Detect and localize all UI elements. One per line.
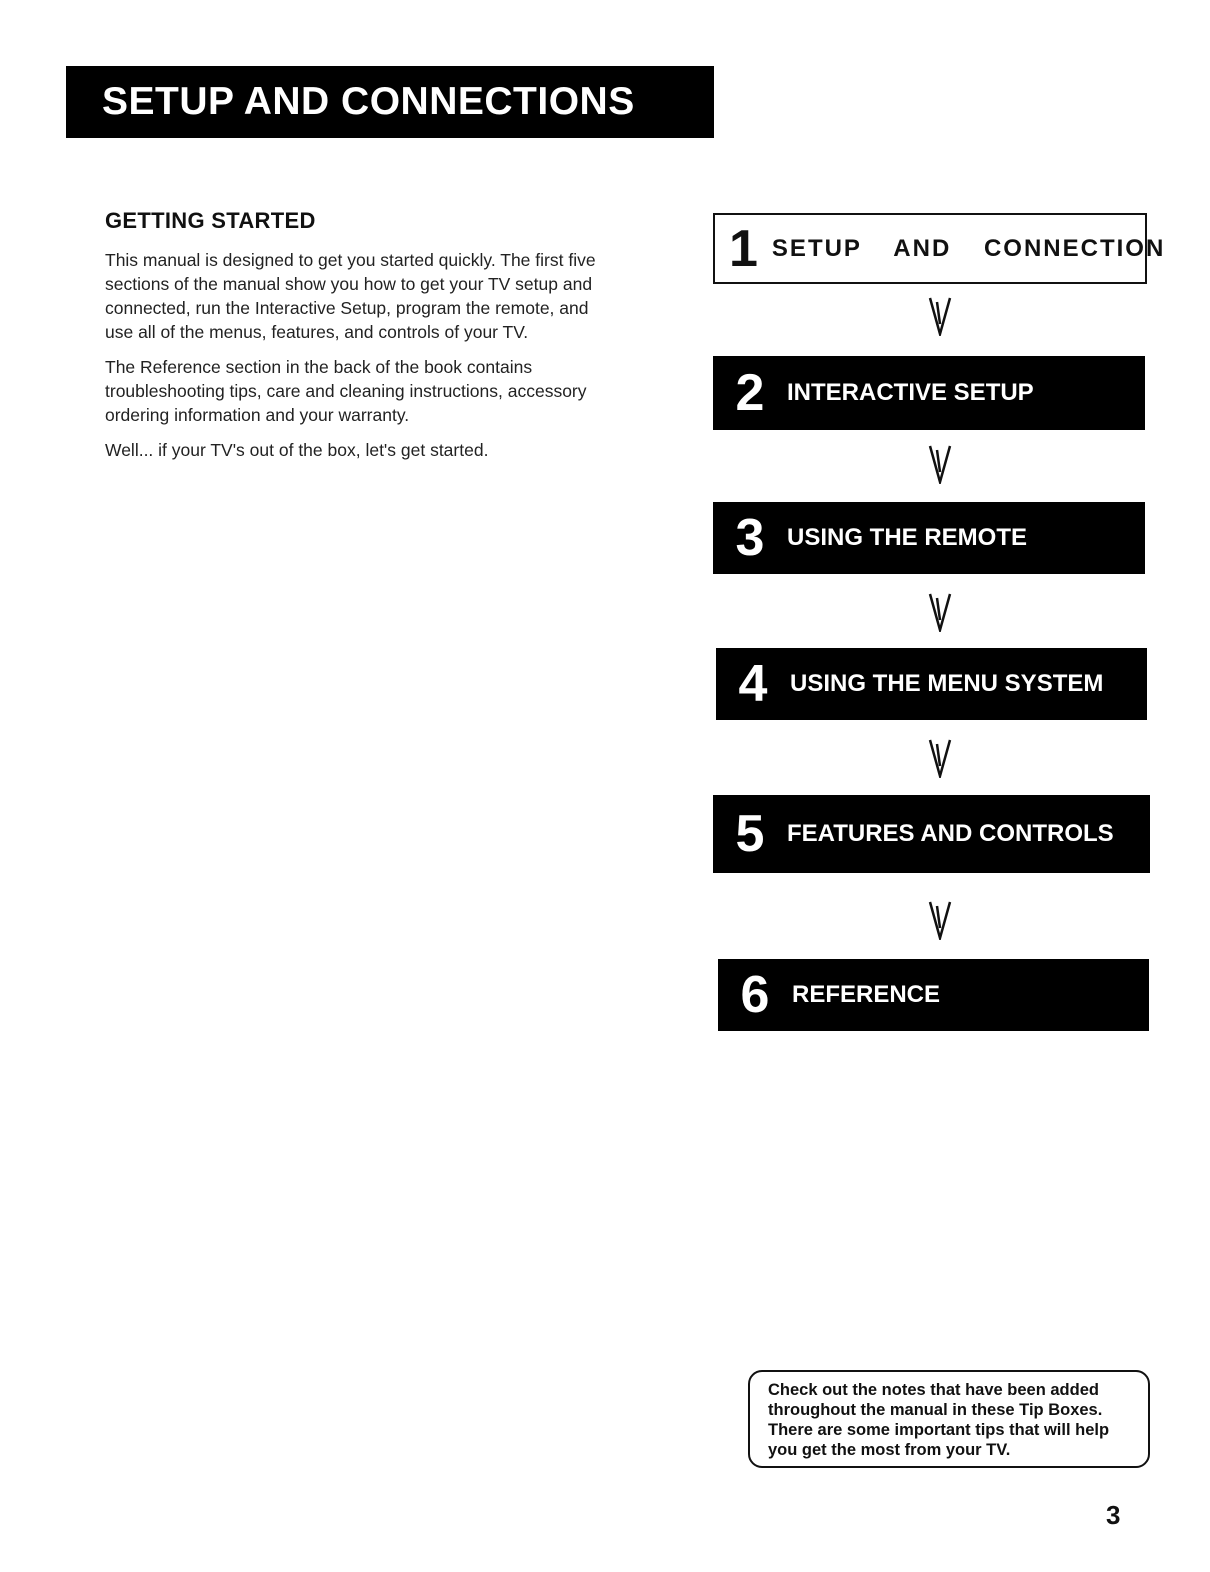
tip-text: Check out the notes that have been added throughout the manual in these Tip Boxes. There are some important tips that will help you get the most from your TV. (768, 1381, 1110, 1459)
step-4-label: USING THE MENU SYSTEM (790, 670, 1104, 697)
step-3-box (713, 502, 1145, 574)
step-4-box (716, 648, 1147, 720)
tip-box (748, 1370, 1150, 1468)
down-arrow-icon (928, 296, 952, 336)
step-1-number: 1 (729, 219, 758, 278)
step-2-label: INTERACTIVE SETUP (787, 379, 1034, 406)
intro-paragraph: This manual is designed to get you started quickly. The first five sections of the manual show you how to get your TV setup and connected, run the Interactive Setup, program the remote, and use all of the menus, features, and controls of your TV. (105, 250, 596, 342)
step-3-label: USING THE REMOTE (787, 524, 1028, 551)
step-5-box (713, 795, 1150, 873)
step-5-label: FEATURES AND CONTROLS (787, 820, 1114, 847)
step-2-box (713, 356, 1145, 430)
step-1-box (713, 213, 1166, 284)
step-6-label: REFERENCE (792, 981, 941, 1008)
getting-started-heading: GETTING STARTED (105, 208, 316, 233)
down-arrow-icon (928, 738, 952, 778)
page-number: 3 (1106, 1500, 1121, 1530)
section-title-banner (66, 66, 714, 138)
step-3-number: 3 (735, 509, 765, 567)
step-5-number: 5 (735, 805, 765, 863)
down-arrow-icon (928, 592, 952, 632)
step-1-label: SETUP AND CONNECTION (771, 234, 1166, 262)
down-arrow-icon (928, 444, 952, 484)
reference-paragraph: The Reference section in the back of the book contains troubleshooting tips, care and cleaning instructions, accessory ordering information and your warranty. (105, 357, 587, 425)
getting-started-section (105, 208, 615, 473)
step-6-box (718, 959, 1149, 1031)
step-6-number: 6 (740, 966, 770, 1024)
closing-paragraph: Well... if your TV's out of the box, let's get started. (105, 440, 489, 460)
step-2-number: 2 (735, 364, 765, 422)
down-arrow-icon (928, 900, 952, 940)
section-title: SETUP AND CONNECTIONS (102, 80, 635, 123)
step-4-number: 4 (738, 655, 768, 713)
